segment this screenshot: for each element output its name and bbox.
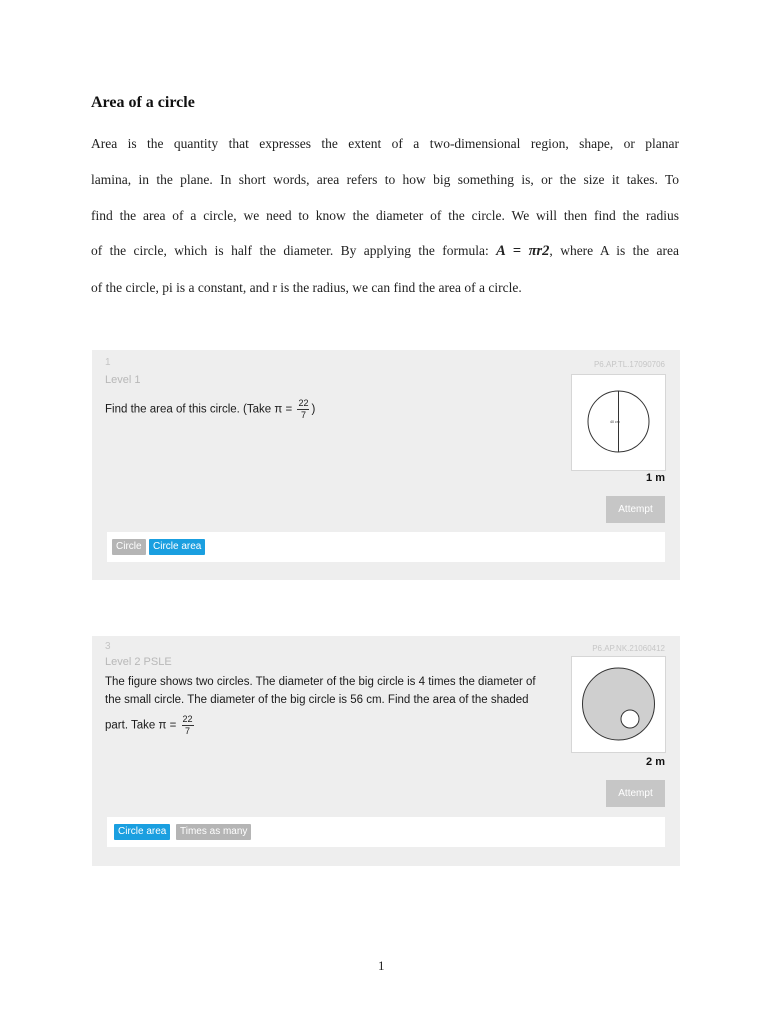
tag-times-as-many[interactable]: Times as many [176, 824, 251, 840]
question-text [105, 398, 315, 421]
paragraph-line-4 [91, 243, 679, 260]
tag-circle-area[interactable]: Circle area [149, 539, 205, 555]
question-level: Level 1 [105, 374, 141, 386]
paragraph-line-4-start: of the circle, which is half the diameter. By applying the formula: [91, 243, 489, 258]
question-card-2 [92, 636, 680, 866]
question-number: 3 [105, 641, 111, 652]
question-text-line-3 [105, 714, 196, 737]
fraction-numerator: 22 [182, 714, 193, 724]
question-level: Level 2 PSLE [105, 656, 172, 668]
question-text-end: ) [311, 403, 316, 416]
paragraph-line-3: find the area of a circle, we need to know the diameter of the circle. We will then find the radius [91, 208, 679, 223]
question-text-line-2: the small circle. The diameter of the big circle is 56 cm. Find the area of the shaded [105, 694, 529, 706]
two-circles-diagram [572, 657, 665, 752]
question-marks: 1 m [646, 472, 665, 484]
paragraph-line-4-end: , where A is the area [549, 243, 679, 258]
fraction-numerator: 22 [298, 398, 309, 408]
paragraph-line-2: lamina, in the plane. In short words, area refers to how big something is, or the size it takes. To [91, 172, 679, 187]
tag-bar [107, 817, 665, 847]
big-circle-shaded [583, 668, 655, 740]
tag-circle-area[interactable]: Circle area [114, 824, 170, 840]
attempt-button[interactable]: Attempt [606, 780, 665, 807]
page-title: Area of a circle [91, 94, 195, 111]
question-code: P6.AP.NK.21060412 [592, 644, 665, 653]
question-card-1 [92, 350, 680, 580]
small-circle [621, 710, 639, 728]
tag-circle[interactable]: Circle [112, 539, 146, 555]
area-formula: A = πr2 [496, 243, 550, 259]
question-text-main: part. Take π = [105, 719, 177, 732]
pi-fraction [182, 714, 194, 737]
question-figure [571, 374, 666, 471]
fraction-denominator: 7 [300, 410, 306, 420]
question-text-main: Find the area of this circle. (Take π = [105, 403, 293, 416]
question-text-line-1: The figure shows two circles. The diameter of the big circle is 4 times the diameter of [105, 676, 536, 688]
question-number: 1 [105, 357, 111, 368]
paragraph-line-1: Area is the quantity that expresses the extent of a two-dimensional region, shape, or planar [91, 136, 679, 151]
question-code: P6.AP.TL.17090706 [593, 360, 665, 369]
paragraph-line-5: of the circle, pi is a constant, and r is the radius, we can find the area of a circle. [91, 280, 522, 295]
circle-diagram [572, 375, 665, 470]
fraction-denominator: 7 [185, 726, 191, 736]
question-marks: 2 m [646, 756, 665, 768]
diameter-label: 40 cm [610, 420, 620, 424]
page-number: 1 [378, 958, 385, 973]
tag-bar [107, 532, 665, 562]
pi-fraction [297, 398, 309, 421]
attempt-button[interactable]: Attempt [606, 496, 665, 523]
question-figure [571, 656, 666, 753]
